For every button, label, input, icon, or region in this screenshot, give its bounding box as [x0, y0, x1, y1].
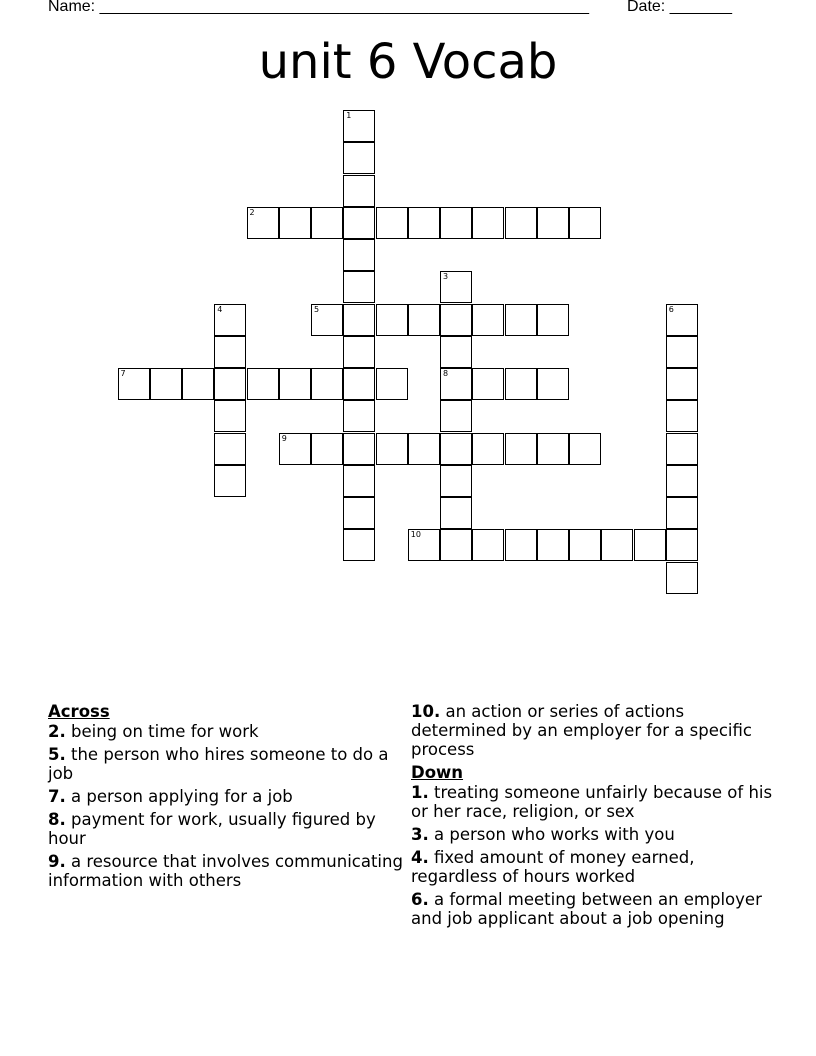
grid-cell[interactable]	[537, 433, 569, 465]
grid-cell[interactable]	[408, 207, 440, 239]
grid-cell[interactable]	[311, 433, 343, 465]
grid-cell[interactable]	[343, 110, 375, 142]
grid-cell[interactable]	[666, 400, 698, 432]
grid-cell[interactable]	[666, 529, 698, 561]
grid-cell[interactable]	[311, 207, 343, 239]
grid-cell[interactable]	[311, 304, 343, 336]
grid-cell[interactable]	[247, 207, 279, 239]
grid-cell[interactable]	[440, 465, 472, 497]
grid-cell[interactable]	[569, 529, 601, 561]
grid-cell[interactable]	[343, 271, 375, 303]
grid-cell[interactable]	[440, 336, 472, 368]
grid-cell[interactable]	[343, 465, 375, 497]
grid-cell[interactable]	[505, 529, 537, 561]
clue-number: 2.	[48, 722, 66, 741]
grid-cell[interactable]	[118, 368, 150, 400]
header	[48, 0, 768, 18]
grid-cell[interactable]	[279, 368, 311, 400]
clues-column-right	[411, 702, 781, 932]
grid-cell[interactable]	[279, 207, 311, 239]
grid-cell[interactable]	[440, 497, 472, 529]
clue-across-10	[411, 702, 781, 759]
grid-cell[interactable]	[666, 368, 698, 400]
grid-cell[interactable]	[408, 433, 440, 465]
cell-number: 3	[443, 272, 449, 282]
grid-cell[interactable]	[311, 368, 343, 400]
cell-number: 6	[668, 304, 674, 314]
cell-number: 10	[410, 530, 421, 540]
grid-cell[interactable]	[537, 529, 569, 561]
clue-text: the person who hires someone to do a job	[48, 745, 389, 783]
grid-cell[interactable]	[666, 497, 698, 529]
grid-cell[interactable]	[343, 207, 375, 239]
cell-number: 9	[281, 433, 287, 443]
grid-cell[interactable]	[214, 336, 246, 368]
clue-number: 5.	[48, 745, 66, 764]
clue-down-4	[411, 848, 781, 886]
clue-down-6	[411, 890, 781, 928]
grid-cell[interactable]	[376, 304, 408, 336]
clue-number: 7.	[48, 787, 66, 806]
clue-number: 8.	[48, 810, 66, 829]
grid-cell[interactable]	[666, 562, 698, 594]
grid-cell[interactable]	[472, 433, 504, 465]
clue-across-2	[48, 722, 408, 741]
grid-cell[interactable]	[343, 368, 375, 400]
clue-down-3	[411, 825, 781, 844]
clue-number: 3.	[411, 825, 429, 844]
clue-number: 6.	[411, 890, 429, 909]
cell-number: 7	[120, 369, 126, 378]
grid-cell[interactable]	[537, 368, 569, 400]
grid-cell[interactable]	[666, 304, 698, 336]
clues-column-left	[48, 702, 408, 894]
clue-number: 9.	[48, 852, 66, 871]
clue-text: a resource that involves communicating information with others	[48, 852, 403, 890]
clue-text: payment for work, usually figured by hour	[48, 810, 376, 848]
grid-cell[interactable]	[376, 207, 408, 239]
grid-cell[interactable]	[505, 433, 537, 465]
clue-number: 4.	[411, 848, 429, 867]
grid-cell[interactable]	[343, 142, 375, 174]
clue-text: fixed amount of money earned, regardless of hours worked	[411, 848, 695, 886]
grid-cell[interactable]	[408, 304, 440, 336]
grid-cell[interactable]	[601, 529, 633, 561]
grid-cell[interactable]	[440, 433, 472, 465]
grid-cell[interactable]	[440, 207, 472, 239]
grid-cell[interactable]	[214, 433, 246, 465]
grid-cell[interactable]	[472, 304, 504, 336]
clue-text: being on time for work	[71, 722, 259, 741]
grid-cell[interactable]	[343, 336, 375, 368]
cell-number: 4	[217, 304, 223, 314]
grid-cell[interactable]	[440, 271, 472, 303]
cell-number: 5	[314, 304, 320, 314]
grid-cell[interactable]	[376, 433, 408, 465]
grid-cell[interactable]	[247, 368, 279, 400]
grid-cell[interactable]	[505, 304, 537, 336]
grid-cell[interactable]	[279, 433, 311, 465]
grid-cell[interactable]	[505, 207, 537, 239]
grid-cell[interactable]	[666, 465, 698, 497]
grid-cell[interactable]	[214, 400, 246, 432]
grid-cell[interactable]	[214, 465, 246, 497]
grid-cell[interactable]	[150, 368, 182, 400]
clue-number: 10.	[411, 702, 441, 721]
grid-cell[interactable]	[343, 239, 375, 271]
clue-text: an action or series of actions determined by an employer for a specific process	[411, 702, 752, 759]
grid-cell[interactable]	[214, 368, 246, 400]
clue-across-7	[48, 787, 408, 806]
grid-cell[interactable]	[537, 207, 569, 239]
cell-number: 1	[346, 111, 352, 120]
grid-cell[interactable]	[634, 529, 666, 561]
grid-cell[interactable]	[666, 336, 698, 368]
clue-text: a person applying for a job	[71, 787, 293, 806]
grid-cell[interactable]	[343, 433, 375, 465]
clue-text: a person who works with you	[434, 825, 675, 844]
across-heading: Across	[48, 702, 110, 721]
grid-cell[interactable]	[569, 207, 601, 239]
clue-across-8	[48, 810, 408, 848]
grid-cell[interactable]	[569, 433, 601, 465]
grid-cell[interactable]	[376, 368, 408, 400]
cell-number: 2	[249, 207, 255, 217]
grid-cell[interactable]	[343, 400, 375, 432]
grid-cell[interactable]	[537, 304, 569, 336]
clue-across-9	[48, 852, 410, 890]
grid-cell[interactable]	[440, 400, 472, 432]
clue-number: 1.	[411, 783, 429, 802]
cell-number: 8	[443, 369, 449, 378]
grid-cell[interactable]	[343, 304, 375, 336]
clue-across-5	[48, 745, 408, 783]
clue-text: a formal meeting between an employer and job applicant about a job opening	[411, 890, 762, 928]
down-heading: Down	[411, 763, 464, 782]
grid-cell[interactable]	[440, 304, 472, 336]
grid-cell[interactable]	[343, 175, 375, 207]
grid-cell[interactable]	[472, 368, 504, 400]
grid-cell[interactable]	[408, 529, 440, 561]
grid-cell[interactable]	[666, 433, 698, 465]
clue-down-1	[411, 783, 781, 821]
grid-cell[interactable]	[440, 529, 472, 561]
grid-cell[interactable]	[472, 529, 504, 561]
grid-cell[interactable]	[343, 529, 375, 561]
page-title: unit 6 Vocab	[258, 34, 558, 90]
grid-cell[interactable]	[505, 368, 537, 400]
clue-text: treating someone unfairly because of his or her race, religion, or sex	[411, 783, 773, 821]
grid-cell[interactable]	[472, 207, 504, 239]
grid-cell[interactable]	[440, 368, 472, 400]
name-field-label[interactable]: Name: _______________________________________________________	[48, 0, 589, 15]
grid-cell[interactable]	[343, 497, 375, 529]
grid-cell[interactable]	[214, 304, 246, 336]
date-field-label[interactable]: Date: _______	[627, 0, 732, 15]
grid-cell[interactable]	[182, 368, 214, 400]
